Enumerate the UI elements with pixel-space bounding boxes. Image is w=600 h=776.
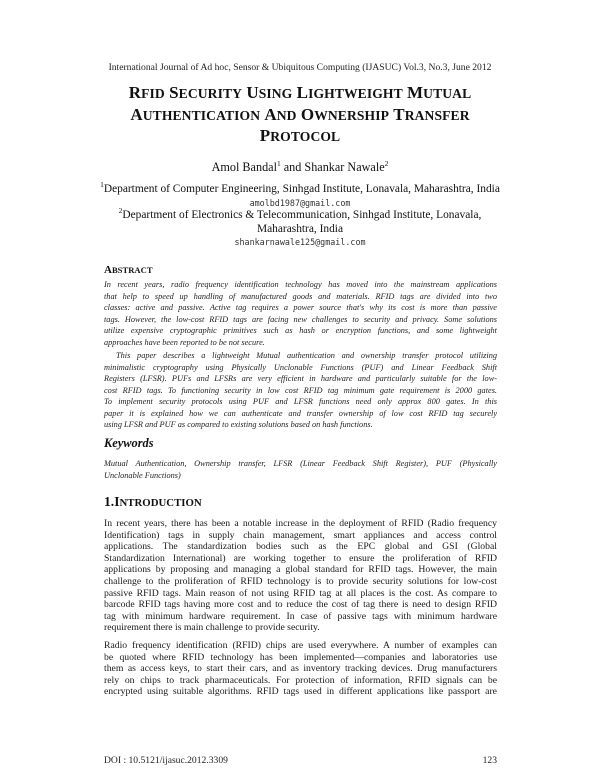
- abstract-line: To implement security protocols using PUF and LFSR functions need only approx 800 gates. In this: [104, 397, 497, 406]
- author-name: Amol Bandal: [211, 160, 277, 174]
- keywords-text: [104, 458, 497, 481]
- abstract-line: paper it is explained how we can authenticate and transfer ownership of low cost RFID tag securely: [104, 408, 497, 418]
- author-email: amolbd1987@gmail.com: [249, 198, 351, 208]
- keywords-line: Unclonable Functions): [104, 470, 181, 480]
- keywords-heading: Keywords: [104, 436, 154, 450]
- body-line: applications. The standardization bodies such as the EPC global and GSI (Global: [104, 541, 497, 553]
- author-connector: and: [280, 160, 305, 174]
- affiliation-mark: 2: [384, 158, 389, 168]
- introduction-heading: 1.INTRODUCTION: [104, 494, 202, 509]
- paper-title: [40, 83, 560, 148]
- abstract-line: classes: active and passive. Active tag requires a power source that's why its cost is more than passive: [104, 303, 497, 312]
- body-line: requirement there is main challenge to provide security.: [104, 622, 320, 634]
- abstract-line: utilize expensive cryptographic primitives such as hash or encryption functions, and some lightweight: [104, 326, 497, 335]
- body-line: rely on chips to track pharmaceuticals. For protection of information, RFID signals can be: [104, 674, 497, 686]
- abstract-line: This paper describes a lightweight Mutual authentication and ownership transfer protocol utilizing: [116, 351, 497, 360]
- author-list: [0, 160, 600, 175]
- body-line: challenge to the proliferation of RFID technology is to provide security solutions for low-cost: [104, 575, 497, 587]
- body-line: encrypted using suitable algorithms. RFID tags used in different applications like passport are: [104, 686, 497, 698]
- keywords-line: Mutual Authentication, Ownership transfer, LFSR (Linear Feedback Shift Register), PUF (Physically: [104, 459, 497, 468]
- body-line: barcode RFID tags having more cost and to reduce the cost of tag there is need to design RFID: [104, 599, 497, 611]
- abstract-line: minimalistic cryptography using Physically Unclonable Functions (PUF) and Linear Feedback Shift: [104, 362, 497, 372]
- body-line: applications by proposing and managing a global standard for RFID tags. However, the main: [104, 564, 497, 576]
- affiliation-mark: 1: [276, 158, 281, 168]
- title-line: RFID SECURITY USING LIGHTWEIGHT MUTUAL: [128, 83, 472, 102]
- journal-header: International Journal of Ad hoc, Sensor & Ubiquitous Computing (IJASUC) Vol.3, No.3, June 2012: [108, 62, 492, 73]
- author-email: shankarnawale125@gmail.com: [234, 237, 366, 247]
- abstract-line: tags. However, the low-cost RFID tags are facing new challenges to security and privacy. Some solutions: [104, 314, 497, 324]
- title-line: PROTOCOL: [259, 126, 341, 145]
- body-line: passive RFID tags. Main reason of not using RFID tag at all places is the cost. As compare to: [104, 587, 497, 599]
- body-line: Identification) tags in supply chain management, smart appliances and access control: [104, 529, 497, 541]
- affiliation-text: Department of Electronics & Telecommunication, Sinhgad Institute, Lonavala,: [122, 209, 482, 221]
- affiliation-1: [40, 182, 560, 196]
- affiliation-2: [40, 208, 560, 236]
- abstract-line: using LFSR and PUF as compared to existing solutions based on hash functions.: [104, 420, 373, 429]
- body-line: Standardization International) are working together to ensure the proliferation of RFID: [104, 552, 497, 564]
- abstract-heading: ABSTRACT: [104, 264, 153, 276]
- affiliation-mark: 2: [118, 206, 123, 216]
- body-line: Radio frequency identification (RFID) chips are used everywhere. A number of examples can: [104, 640, 497, 651]
- introduction-paragraph-1: [104, 518, 497, 634]
- affiliation-text: Maharashtra, India: [256, 223, 344, 235]
- affiliation-text: Department of Computer Engineering, Sinhgad Institute, Lonavala, Maharashtra, India: [103, 183, 500, 195]
- abstract-paragraph-2: [104, 350, 497, 431]
- abstract-line: Registers (LFSR). PUFs and LFSRs are very efficient in hardware and particularly suitable for the low-: [104, 374, 497, 383]
- doi-link[interactable]: DOI : 10.5121/ijasuc.2012.3309: [104, 755, 228, 766]
- title-line: AUTHENTICATION AND OWNERSHIP TRANSFER: [130, 104, 470, 124]
- introduction-paragraph-2: [104, 640, 497, 698]
- abstract-line: In recent years, radio frequency identification technology has moved into the mainstream applications: [104, 280, 497, 289]
- author-name: Shankar Nawale: [304, 160, 385, 174]
- abstract-line: approaches have been reported to be not secure.: [104, 337, 265, 347]
- body-line: them as access keys, to start their cars, and as inventory tracking devices. Drug manufacturers: [104, 663, 497, 675]
- affiliation-mark: 1: [100, 180, 104, 190]
- body-line: tag with minimum hardware requirement. In case of passive tags with minimum hardware: [104, 610, 497, 622]
- body-line: In recent years, there has been a notable increase in the deployment of RFID (Radio frequency: [104, 518, 497, 529]
- abstract-line: that help to speed up handling of manufactured goods and materials. RFID tags are divided into two: [104, 291, 497, 301]
- abstract-line: cost RFID tags. To functioning security in low cost RFID tag minimum gate requirement is 2000 gates.: [104, 385, 497, 395]
- body-line: be quoted where RFID technology has been implemented—companies and laboratories use: [104, 651, 497, 663]
- abstract-paragraph-1: [104, 279, 497, 348]
- page-number: 123: [482, 755, 497, 766]
